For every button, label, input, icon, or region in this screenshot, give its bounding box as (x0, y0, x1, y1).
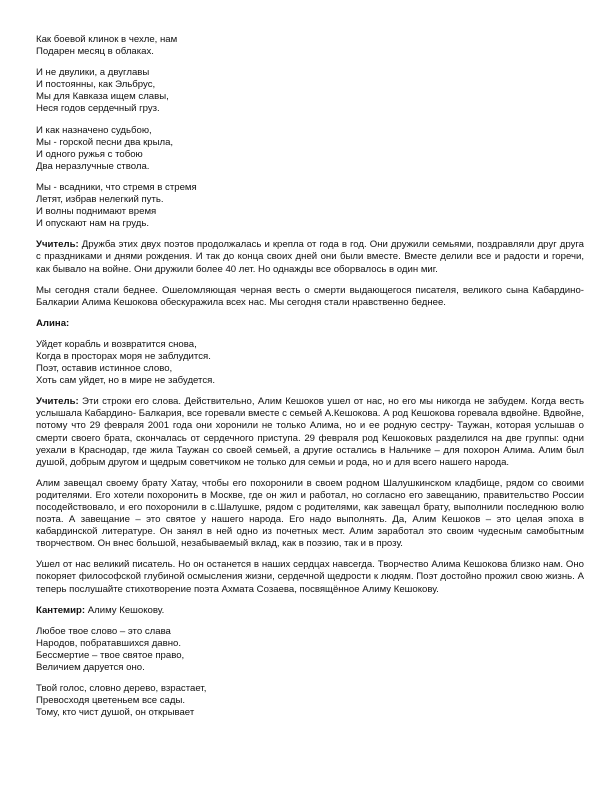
poem-line: Народов, побратавшихся давно. (36, 637, 182, 649)
speaker-label: Алина: (36, 317, 70, 329)
poem-line: Неся годов сердечный груз. (36, 103, 160, 115)
poem-stanza-4 (36, 182, 584, 230)
poem-line: Мы для Кавказа ищем славы, (36, 91, 169, 103)
poem-stanza-6 (36, 626, 584, 674)
poem-line: И одного ружья с тобою (36, 148, 143, 160)
poem-line: Мы - горской песни два крыла, (36, 136, 174, 148)
speaker-label: Кантемир: (36, 604, 86, 616)
poem-stanza-2 (36, 67, 584, 115)
poem-line: И опускают нам на грудь. (36, 218, 150, 230)
poem-line: Подарен месяц в облаках. (36, 46, 154, 58)
poem-stanza-7 (36, 683, 584, 719)
poem-line: И как назначено судьбою, (36, 124, 152, 136)
paragraph (36, 559, 584, 595)
paragraph (36, 478, 584, 551)
poem-line: Любое твое слово – это слава (36, 625, 171, 637)
poem-line: Летят, избрав нелегкий путь. (36, 194, 164, 206)
paragraph-text: Алиму Кешокову. (85, 604, 165, 616)
poem-line: Величием даруется оно. (36, 662, 145, 674)
poem-line: И волны поднимают время (36, 206, 157, 218)
poem-line: И постоянны, как Эльбрус, (36, 79, 156, 91)
poem-line: Как боевой клинок в чехле, нам (36, 34, 178, 45)
poem-line: И не двулики, а двуглавы (36, 67, 150, 79)
poem-line: Мы - всадники, что стремя в стремя (36, 181, 197, 193)
paragraph (36, 285, 584, 309)
poem-line: Превосходя цветеньем все сады. (36, 695, 186, 707)
kantemir-paragraph (36, 605, 584, 617)
teacher-paragraph-1 (36, 239, 584, 275)
teacher-paragraph-2 (36, 396, 584, 469)
paragraph-text: Алим завещал своему брату Хатау, чтобы его похоронили в своем родном Шалушкинском кладбище, рядом со своими родителями. Его хотели похоронить в Москве, где он жил и работал, но согласно его завещанию, правительство России посодействовало, и его похоронили в с.Шалушке, рядом с родителями, как завещал брату, выполнили последнюю волю поэта. А завещание – это святое у нашего народа. Его надо выполнять. Да, Алим Кешоков – это целая эпоха в кабардинской литературе. Он занял в ней одно из почетных мест. Алим заработал это своим чудесным самобытным творчеством. Он внес большой, незабываемый вклад, как в поэзию, так и в прозу. (36, 477, 584, 550)
paragraph-text: Эти строки его слова. Действительно, Алим Кешоков ушел от нас, но его мы никогда не забудем. Когда весть услышала Кабардино- Балкария, все горевали вместе с семьей А.Кешокова. А род Кешокова горевала вдвойне. Вдвойне, потому что 29 февраля 2001 года они хоронили не только Алима, но и ее родную сестру- Таужан, которая услышав о смерти своего брата, скончалась от сердечного приступа. 29 февраля род Кешоковых разделился на две группы: одни уехали в Краснодар, где жила Таужан со своей семьей, а другие остались в Нальчике – для похорон Алима. Алим был душой, добрым другом и щедрым советчиком не только для семьи и рода, но и для всего нашего народа. (36, 396, 584, 468)
paragraph-text: Мы сегодня стали беднее. Ошеломляющая черная весть о смерти выдающегося писателя, великого сына Кабардино-Балкарии Алима Кешокова обескуражила всех нас. Мы сегодня стали нравственно беднее. (36, 284, 584, 308)
poem-stanza-3 (36, 125, 584, 173)
speaker-label: Учитель: (36, 396, 79, 408)
poem-line: Твой голос, словно дерево, взрастает, (36, 683, 207, 695)
poem-line: Бессмертие – твое святое право, (36, 649, 185, 661)
poem-stanza-1 (36, 34, 584, 58)
poem-line: Уйдет корабль и возвратится снова, (36, 338, 197, 350)
poem-line: Хоть сам уйдет, но в мире не забудется. (36, 375, 216, 387)
paragraph-text: Ушел от нас великий писатель. Но он останется в наших сердцах навсегда. Творчество Алима Кешокова близко нам. Оно покоряет философской глубиной осмысления жизни, сердечной щедрости к людям. Поэт достойно прожил свою жизнь. А теперь послушайте стихотворение поэта Ахмата Созаева, посвящённое Алиму Кешокову. (36, 559, 584, 595)
poem-stanza-5 (36, 339, 584, 387)
poem-line: Когда в просторах моря не заблудится. (36, 350, 211, 362)
speaker-heading (36, 318, 584, 330)
poem-line: Поэт, оставив истинное слово, (36, 363, 173, 375)
poem-line: Два неразлучные ствола. (36, 160, 150, 172)
paragraph-text: Дружба этих двух поэтов продолжалась и крепла от года в год. Они дружили семьями, поздравляли друг друга с праздниками и днями рождения. И так до конца своих дней они были вместе. Вместе делили все и радости и горечи, как бывало на войне. Они дружили более 40 лет. Но однажды все оборвалось в один миг. (36, 239, 584, 275)
speaker-label: Учитель: (36, 239, 79, 251)
document-page (36, 34, 584, 728)
poem-line: Тому, кто чист душой, он открывает (36, 707, 195, 719)
